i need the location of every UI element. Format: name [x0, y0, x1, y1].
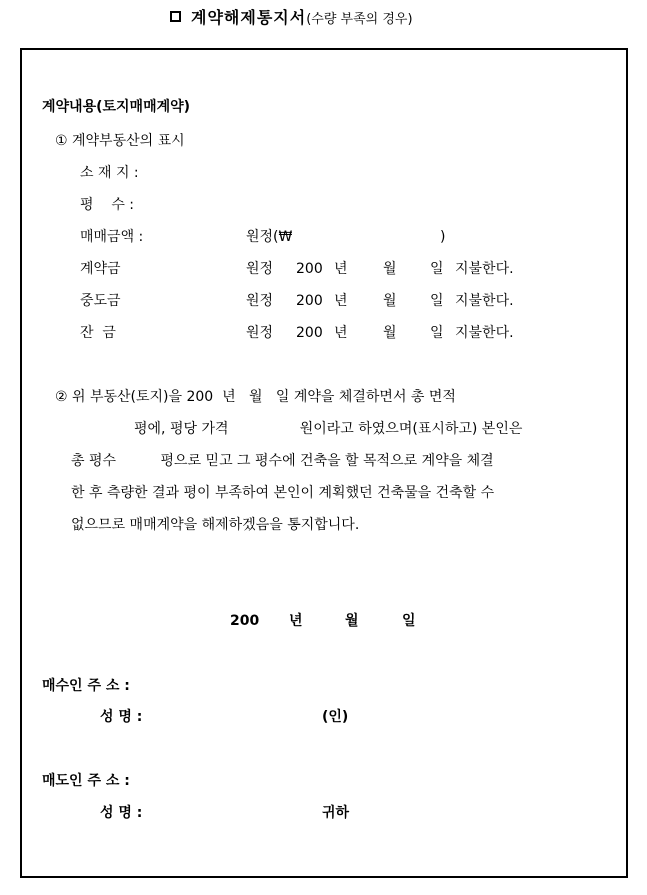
payment-day-unit: 일	[430, 325, 444, 341]
seller-name-label: 성 명 :	[100, 805, 143, 821]
buyer-seal: (인)	[322, 709, 349, 725]
contract-item-1: ① 계약부동산의 표시	[55, 133, 185, 149]
payment-text: 지불한다.	[455, 325, 514, 341]
notice-line: ② 위 부동산(토지)을 200 년 월 일 계약을 체결하면서 총 면적	[55, 389, 456, 405]
payment-label: 중도금	[80, 293, 121, 309]
payment-won: 원정	[246, 261, 274, 277]
date-day-unit: 일	[402, 613, 416, 629]
area-label: 평 수 :	[80, 197, 135, 213]
contract-section-title: 계약내용(토지매매계약)	[42, 99, 191, 115]
seller-address-label: 매도인 주 소 :	[42, 773, 130, 789]
price-value: 원정(₩	[246, 229, 293, 245]
payment-month-unit: 월	[383, 325, 397, 341]
payment-text: 지불한다.	[455, 261, 514, 277]
price-close: )	[440, 229, 446, 245]
payment-day-unit: 일	[430, 293, 444, 309]
payment-year: 200	[296, 261, 323, 277]
payment-day-unit: 일	[430, 261, 444, 277]
buyer-address-label: 매수인 주 소 :	[42, 678, 130, 694]
date-month-unit: 월	[345, 613, 359, 629]
notice-line: 총 평수 평으로 믿고 그 평수에 건축을 할 목적으로 계약을 체결	[71, 453, 494, 469]
payment-month-unit: 월	[383, 293, 397, 309]
seller-honorific: 귀하	[322, 805, 350, 821]
payment-year-unit: 년	[334, 261, 348, 277]
notice-line: 평에, 평당 가격 원이라고 하였으며(표시하고) 본인은	[134, 421, 523, 437]
payment-text: 지불한다.	[455, 293, 514, 309]
document-header	[170, 10, 413, 26]
payment-month-unit: 월	[383, 261, 397, 277]
payment-year-unit: 년	[334, 293, 348, 309]
buyer-name-label: 성 명 :	[100, 709, 143, 725]
document-title: 계약해제통지서	[191, 8, 307, 27]
location-label: 소 재 지 :	[80, 165, 139, 181]
payment-year-unit: 년	[334, 325, 348, 341]
date-year-unit: 년	[289, 613, 303, 629]
payment-year: 200	[296, 325, 323, 341]
notice-line: 한 후 측량한 결과 평이 부족하여 본인이 계획했던 건축물을 건축할 수	[71, 485, 495, 501]
date-year: 200	[230, 613, 260, 629]
payment-year: 200	[296, 293, 323, 309]
payment-won: 원정	[246, 293, 274, 309]
checkbox-square-icon	[170, 11, 181, 22]
notice-line: 없으므로 매매계약을 해제하겠음을 통지합니다.	[71, 517, 360, 533]
payment-label: 잔 금	[80, 325, 116, 341]
payment-won: 원정	[246, 325, 274, 341]
document-subtitle: (수량 부족의 경우)	[306, 12, 413, 27]
price-label: 매매금액 :	[80, 229, 144, 245]
payment-label: 계약금	[80, 261, 121, 277]
